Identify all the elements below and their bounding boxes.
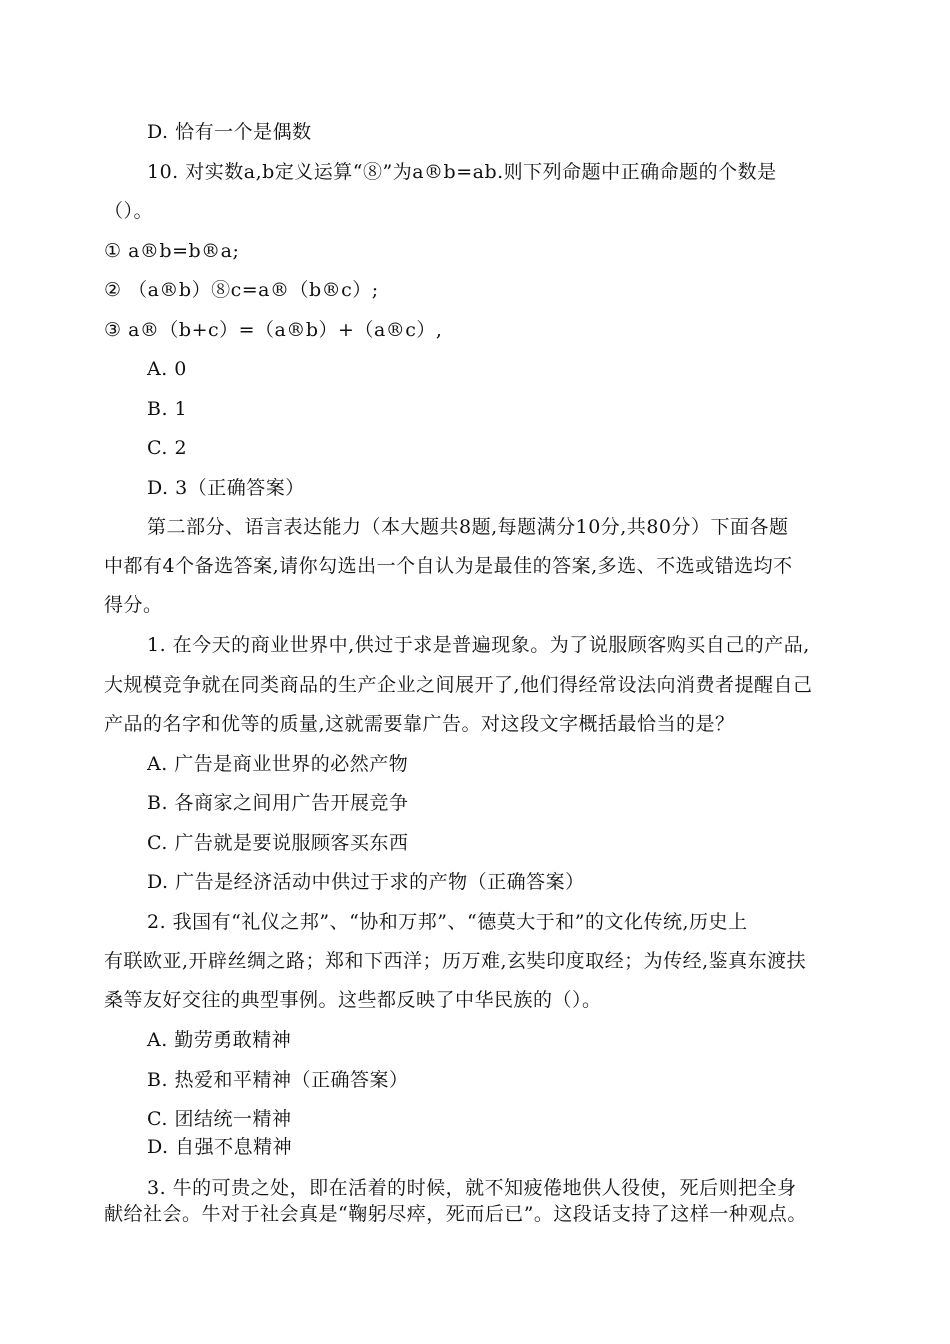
question-1-stem-cont-2: 产品的名字和优等的质量,这就需要靠广告。对这段文字概括最恰当的是？ (104, 713, 735, 735)
question-10-stem: 10. 对实数a,b定义运算“⑧”为a®b=ab.则下列命题中正确命题的个数是 (147, 161, 777, 183)
question-1-stem: 1. 在今天的商业世界中,供过于求是普遍现象。为了说服顾客购买自己的产品, (147, 634, 810, 656)
option-c-q1: C. 广告就是要说服顾客买东西 (147, 832, 409, 854)
proposition-1: ① a®b=b®a; (104, 240, 240, 262)
question-2-stem-cont-2: 桑等友好交往的典型事例。这些都反映了中华民族的（）。 (104, 989, 602, 1011)
proposition-2: ② （a®b）⑧c=a®（b®c）; (104, 279, 379, 301)
section-2-heading-cont-2: 得分。 (104, 594, 163, 616)
question-10-stem-cont: （）。 (104, 200, 154, 222)
proposition-3: ③ a®（b+c）=（a®b）+（a®c）, (104, 319, 443, 341)
option-b-q2: B. 热爱和平精神（正确答案） (147, 1069, 409, 1091)
question-1-stem-cont-1: 大规模竞争就在同类商品的生产企业之间展开了,他们得经常设法向消费者提醒自己 (104, 674, 813, 696)
option-c-q2: C. 团结统一精神 (147, 1108, 292, 1130)
option-b-q10: B. 1 (147, 398, 188, 420)
section-2-heading: 第二部分、语言表达能力（本大题共8题,每题满分10分,共80分）下面各题 (147, 516, 789, 538)
option-c-q10: C. 2 (147, 437, 188, 459)
section-2-heading-cont-1: 中都有4个备选答案,请你勾选出一个自认为是最佳的答案,多选、不选或错选均不 (104, 555, 793, 577)
option-d-q9: D. 恰有一个是偶数 (147, 121, 312, 143)
option-d-q1: D. 广告是经济活动中供过于求的产物（正确答案） (147, 871, 585, 893)
question-2-stem-cont-1: 有联欧亚,开辟丝绸之路；郑和下西洋；历万难,玄奘印度取经；为传经,鉴真东渡扶 (104, 950, 807, 972)
option-d-q10: D. 3（正确答案） (147, 477, 305, 499)
question-3-stem: 3. 牛的可贵之处，即在活着的时候，就不知疲倦地供人役使，死后则把全身 (147, 1177, 797, 1199)
option-a-q1: A. 广告是商业世界的必然产物 (147, 753, 409, 775)
option-a-q2: A. 勤劳勇敢精神 (147, 1029, 292, 1051)
option-a-q10: A. 0 (147, 358, 187, 380)
option-b-q1: B. 各商家之间用广告开展竞争 (147, 792, 409, 814)
option-d-q2: D. 自强不息精神 (147, 1136, 293, 1158)
question-3-stem-cont: 献给社会。牛对于社会真是“鞠躬尽瘁，死而后已”。这段话支持了这样一种观点。 (104, 1203, 807, 1225)
question-2-stem: 2. 我国有“礼仪之邦”、“协和万邦”、“德莫大于和”的文化传统,历史上 (147, 911, 748, 933)
